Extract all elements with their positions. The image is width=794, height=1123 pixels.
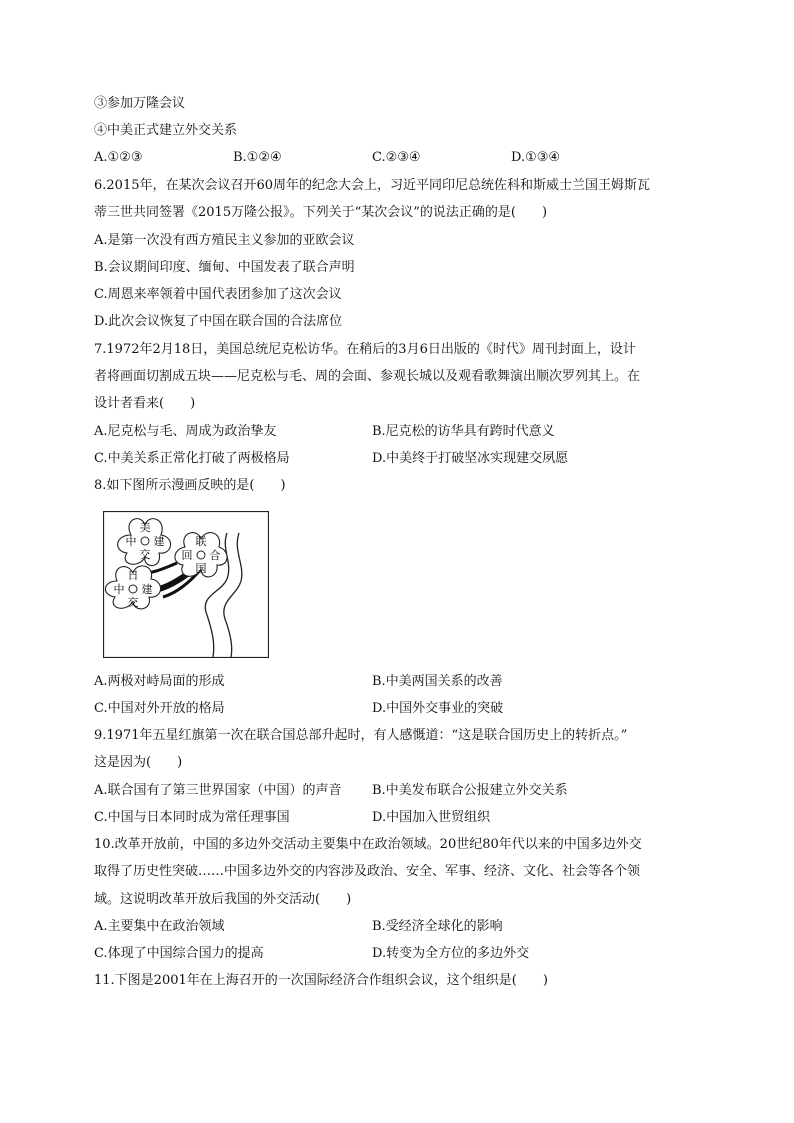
q7-option-a: A.尼克松与毛、周成为政治挚友 [94, 424, 277, 439]
flower3-bottom: 国 [195, 562, 207, 575]
q5-option-a: A.①②③ [94, 150, 143, 165]
q7-option-c: C.中美关系正常化打破了两极格局 [94, 451, 290, 466]
q6-stem-line1: 6.2015年，在某次会议召开60周年的纪念大会上，习近平同印尼总统佐科和斯威士兰国王姆斯瓦 [94, 178, 651, 193]
q10-option-c: C.体现了中国综合国力的提高 [94, 946, 264, 961]
q8-cartoon-image [103, 511, 269, 658]
q6-option-d: D.此次会议恢复了中国在联合国的合法席位 [94, 314, 343, 329]
q9-option-d: D.中国加入世贸组织 [372, 810, 491, 825]
flower1-top: 美 [139, 521, 151, 534]
q10-stem-line1: 10.改革开放前，中国的多边外交活动主要集中在政治领域。20世纪80年代以来的中国多边外交 [94, 837, 642, 852]
q7-stem-line3: 设计者看来( ) [94, 396, 196, 411]
flower3-left: 回 [181, 549, 193, 562]
q8-stem: 8.如下图所示漫画反映的是( ) [94, 478, 286, 493]
q9-option-a: A.联合国有了第三世界国家（中国）的声音 [94, 783, 342, 798]
q7-stem-line2: 者将画面切割成五块——尼克松与毛、周的会面、参观长城以及观看歌舞演出顺次罗列其上。在 [94, 369, 641, 384]
prev-item-4: ④中美正式建立外交关系 [94, 123, 238, 138]
q8-option-b: B.中美两国关系的改善 [372, 674, 503, 689]
q7-option-b: B.尼克松的访华具有跨时代意义 [372, 424, 555, 439]
flower2-right: 建 [141, 583, 153, 596]
q10-option-d: D.转变为全方位的多边外交 [372, 946, 530, 961]
q8-option-d: D.中国外交事业的突破 [372, 701, 504, 716]
q9-option-c: C.中国与日本同时成为常任理事国 [94, 810, 290, 825]
q7-option-d: D.中美终于打破坚冰实现建交夙愿 [372, 451, 569, 466]
flower3-right: 合 [209, 549, 221, 562]
q5-option-c: C.②③④ [372, 150, 421, 165]
prev-item-3: ③参加万隆会议 [94, 96, 186, 111]
q10-stem-line2: 取得了历史性突破……中国多边外交的内容涉及政治、安全、军事、经济、文化、社会等各个领 [94, 864, 641, 879]
q6-option-a: A.是第一次没有西方殖民主义参加的亚欧会议 [94, 233, 355, 248]
q9-stem-line2: 这是因为( ) [94, 755, 183, 770]
flower2-top: 日 [127, 569, 139, 582]
q7-stem-line1: 7.1972年2月18日，美国总统尼克松访华。在稍后的3月6日出版的《时代》周刊封面上，设计 [94, 342, 636, 357]
q9-stem-line1: 9.1971年五星红旗第一次在联合国总部升起时，有人感慨道：“这是联合国历史上的转折点。” [94, 728, 628, 743]
q6-option-b: B.会议期间印度、缅甸、中国发表了联合声明 [94, 260, 355, 275]
q9-option-b: B.中美发布联合公报建立外交关系 [372, 783, 568, 798]
flower2-bottom: 交 [127, 596, 139, 609]
cartoon-svg [103, 511, 269, 658]
q8-option-c: C.中国对外开放的格局 [94, 701, 225, 716]
q10-option-b: B.受经济全球化的影响 [372, 919, 503, 934]
q5-option-b: B.①②④ [233, 150, 282, 165]
q11-stem: 11.下图是2001年在上海召开的一次国际经济合作组织会议，这个组织是( ) [94, 973, 548, 988]
flower1-right: 建 [153, 535, 165, 548]
q10-option-a: A.主要集中在政治领域 [94, 919, 225, 934]
q6-option-c: C.周恩来率领着中国代表团参加了这次会议 [94, 287, 342, 302]
q6-stem-line2: 蒂三世共同签署《2015万隆公报》。下列关于“某次会议”的说法正确的是( ) [94, 205, 548, 220]
flower1-left: 中 [125, 535, 137, 548]
flower3-top: 联 [195, 535, 207, 548]
q10-stem-line3: 域。这说明改革开放后我国的外交活动( ) [94, 892, 352, 907]
flower1-bottom: 交 [139, 548, 151, 561]
q8-option-a: A.两极对峙局面的形成 [94, 674, 225, 689]
q5-option-d: D.①③④ [511, 150, 561, 165]
flower2-left: 中 [113, 583, 125, 596]
